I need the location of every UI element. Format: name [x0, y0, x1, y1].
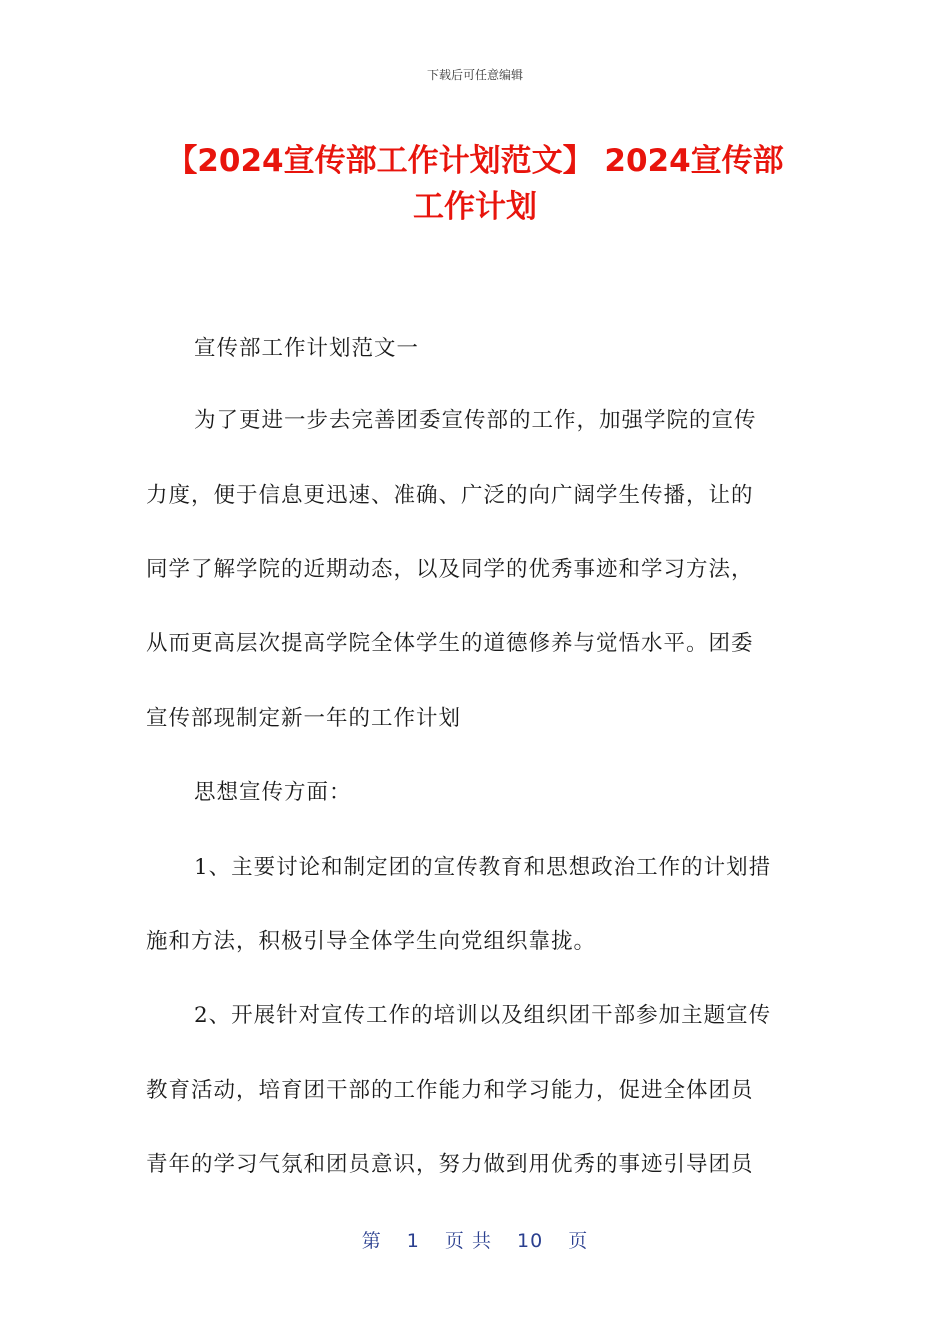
paragraph-line: 为了更进一步去完善团委宣传部的工作，加强学院的宣传 — [194, 408, 757, 433]
page-header-note: 下载后可任意编辑 — [426, 68, 523, 82]
page-number-footer — [0, 1226, 950, 1253]
document-title — [120, 138, 830, 230]
list-item-line: 青年的学习气氛和团员意识，努力做到用优秀的事迹引导团员 — [146, 1152, 754, 1177]
page-footer-prefix: 第 — [361, 1230, 382, 1252]
document-title-line-1: 【2024宣传部工作计划范文】 2024宣传部 — [166, 143, 784, 179]
paragraph-line: 宣传部现制定新一年的工作计划 — [146, 706, 462, 731]
section-heading: 思想宣传方面： — [194, 780, 352, 805]
page-footer-middle: 页 共 — [444, 1230, 492, 1252]
paragraph-line: 同学了解学院的近期动态，以及同学的优秀事迹和学习方法， — [146, 557, 754, 582]
paragraph-line: 力度，便于信息更迅速、准确、广泛的向广阔学生传播，让的 — [146, 483, 754, 508]
total-page-count: 10 — [517, 1230, 544, 1252]
current-page-number: 1 — [406, 1230, 420, 1252]
page-footer-suffix: 页 — [568, 1230, 589, 1252]
list-item-line: 教育活动，培育团干部的工作能力和学习能力，促进全体团员 — [146, 1078, 754, 1103]
document-title-line-2: 工作计划 — [413, 189, 537, 225]
paragraph-line: 从而更高层次提高学院全体学生的道德修养与觉悟水平。团委 — [146, 631, 754, 656]
paragraph-heading: 宣传部工作计划范文一 — [194, 336, 420, 361]
list-item-line: 1、主要讨论和制定团的宣传教育和思想政治工作的计划措 — [194, 855, 772, 880]
list-item-line: 施和方法，积极引导全体学生向党组织靠拢。 — [146, 929, 597, 954]
list-item-line: 2、开展针对宣传工作的培训以及组织团干部参加主题宣传 — [194, 1003, 772, 1028]
